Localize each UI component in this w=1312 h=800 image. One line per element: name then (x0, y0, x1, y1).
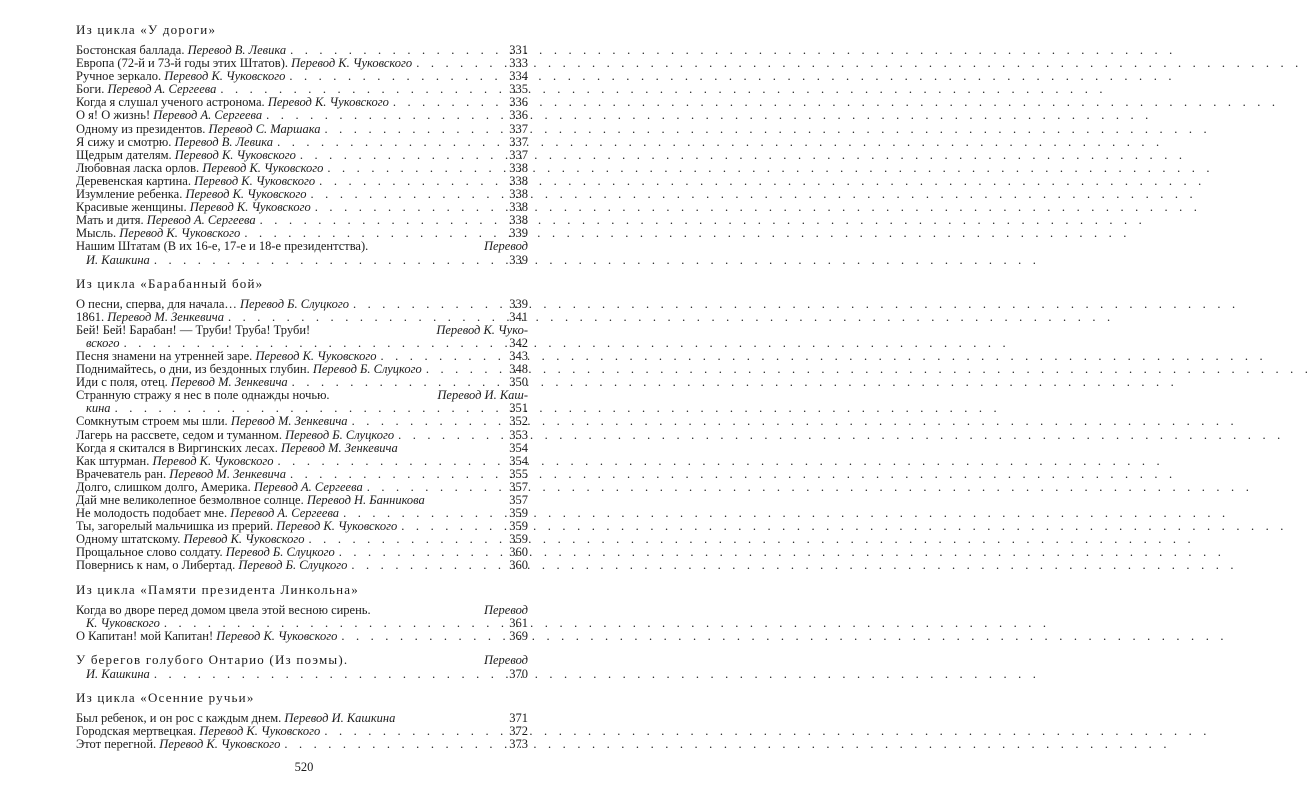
entry-page-number: 338 (509, 200, 528, 215)
entry-lead (76, 738, 494, 751)
entry-translator: Перевод М. Зенкевича (169, 466, 286, 481)
dot-leader (274, 455, 494, 468)
dot-leader (394, 429, 494, 442)
entry-title: О песни, сперва, для начала… (76, 296, 237, 311)
toc-entry (76, 604, 528, 630)
entry-translator: Перевод Б. Слуцкого (312, 362, 422, 377)
entry-translator: Перевод К. Чуковского (255, 348, 377, 363)
entry-translator: Перевод Б. Слуцкого (240, 296, 349, 311)
entry-title: Был ребенок, и он рос с каждым днем. (76, 710, 282, 725)
entry-page-number: 337 (509, 134, 528, 149)
entry-translator: Перевод И. Каш- (437, 388, 528, 403)
entry-line (76, 254, 528, 267)
entry-title: Лагерь на рассвете, седом и туманном. (76, 427, 282, 442)
dot-leader (347, 559, 494, 572)
entry-title: Я сижу и смотрю. (76, 134, 172, 149)
entry-translator: Перевод Б. Слуцкого (225, 545, 335, 560)
toc-entry (76, 311, 528, 324)
dot-leader (337, 630, 494, 643)
entry-translator: Перевод (483, 652, 528, 667)
entry-page-number: 359 (509, 519, 528, 534)
entry-page-number: 336 (509, 108, 528, 123)
entry-translator: Перевод (483, 602, 528, 617)
entry-page-number: 335 (509, 82, 528, 97)
entry-page-number: 350 (509, 375, 528, 390)
entry-translator: Перевод А. Сергеева (153, 108, 263, 123)
entry-translator: Перевод А. Сергеева (230, 506, 340, 521)
entry-translator: Перевод К. Чуко- (436, 322, 528, 337)
entry-title: Не молодость подобает мне. (76, 506, 228, 521)
entry-translator: Перевод К. Чуковского (119, 226, 241, 241)
entry-lead (76, 311, 494, 324)
entry-translator: Перевод М. Зенкевича (280, 440, 398, 455)
entry-page-number: 357 (509, 479, 528, 494)
entry-translator: Перевод К. Чуковского (194, 173, 316, 188)
entry-line (76, 604, 528, 617)
entry-translator: Перевод М. Зенкевича (170, 375, 288, 390)
entry-page-number: 353 (509, 427, 528, 442)
dot-leader (150, 668, 494, 681)
entry-title: Мать и дитя. (76, 213, 144, 228)
entry-page-number: 331 (509, 43, 528, 57)
entry-page-number: 351 (509, 401, 528, 416)
entry-translator: Перевод А. Сергеева (107, 82, 217, 97)
entry-translator: Перевод Б. Слуцкого (238, 558, 348, 573)
toc-section (76, 276, 528, 573)
entry-translator: Перевод Б. Слуцкого (285, 427, 395, 442)
section-heading: Из цикла «Осенние ручьи» (76, 689, 255, 705)
toc-section (76, 652, 528, 681)
entry-title: Странную стражу я нес в поле однажды ночью. (76, 388, 330, 403)
entry-lead (76, 559, 494, 572)
entry-translator: Перевод А. Сергеева (253, 479, 363, 494)
section-heading: Из цикла «У дороги» (76, 22, 217, 37)
entry-title: Когда во дворе перед домом цвела этой весною сирень. (76, 602, 371, 617)
entry-translator: вского (86, 335, 120, 350)
entry-title: Изумление ребенка. (76, 187, 183, 202)
entry-text (76, 559, 347, 572)
entry-title: Врачеватель ран. (76, 466, 167, 481)
entry-title: Сомкнутым строем мы шли. (76, 414, 228, 429)
dot-leader (349, 298, 494, 311)
entry-page-number: 354 (509, 453, 528, 468)
entry-title: Мысль. (76, 226, 117, 241)
toc-section (76, 22, 528, 267)
dot-leader (224, 311, 494, 324)
entry-title: Прощальное слово солдату. (76, 545, 223, 560)
dot-leader (280, 738, 494, 751)
entry-title: О я! О жизнь! (76, 108, 151, 123)
entry-title: Щедрым дателям. (76, 147, 172, 162)
entry-lead (86, 668, 494, 681)
entry-page-number: 360 (509, 558, 528, 573)
entry-title: Повернись к нам, о Либертад. (76, 558, 236, 573)
entry-text (76, 311, 224, 324)
entry-title: Иди с поля, отец. (76, 375, 168, 390)
entry-title: Ручное зеркало. (76, 69, 162, 84)
entry-line (76, 668, 528, 681)
entry-page-number: 337 (509, 147, 528, 162)
entry-page-number: 339 (509, 296, 528, 311)
entry-page-number: 361 (509, 615, 528, 630)
entry-title: Любовная ласка орлов. (76, 160, 200, 175)
entry-page-number: 371 (509, 710, 528, 725)
entry-translator: Перевод К. Чуковского (159, 737, 281, 752)
entry-title: О Капитан! мой Капитан! (76, 628, 214, 643)
entry-translator: Перевод К. Чуковского (164, 69, 286, 84)
page-number: 520 (294, 760, 314, 774)
entry-title: Европа (72-й и 73-й годы этих Штатов). (76, 56, 288, 71)
entry-page-number: 333 (509, 56, 528, 71)
entry-title: Долго, слишком долго, Америка. (76, 479, 251, 494)
toc-entry (76, 652, 528, 681)
entry-page-number: 341 (509, 309, 528, 324)
toc-entry (76, 630, 528, 643)
entry-title: Этот перегной. (76, 737, 157, 752)
entry-page-number: 339 (509, 252, 528, 267)
entry-title: Дай мне великолепное безмолвное солнце. (76, 493, 304, 507)
entry-page-number: 360 (509, 545, 528, 560)
entry-line (76, 630, 528, 643)
toc-section (76, 582, 528, 643)
toc-entry (76, 240, 528, 266)
entry-translator: Перевод М. Зенкевича (107, 309, 224, 324)
entry-text (76, 738, 280, 751)
entry-page-number: 357 (509, 493, 528, 507)
dot-leader (321, 123, 495, 136)
entry-page-number: 338 (509, 187, 528, 202)
entry-translator: И. Кашкина (86, 666, 150, 681)
entry-page-number: 338 (509, 213, 528, 228)
entry-title: Песня знамени на утренней заре. (76, 348, 253, 363)
entry-translator: Перевод К. Чуковского (189, 200, 311, 215)
dot-leader (150, 254, 494, 267)
entry-translator: К. Чуковского (86, 615, 160, 630)
entry-page-number: 339 (509, 226, 528, 241)
toc-entry (76, 389, 528, 415)
entry-lead (76, 630, 494, 643)
entry-line (76, 738, 528, 751)
entry-page-number: 342 (509, 335, 528, 350)
dot-leader (323, 162, 494, 175)
entry-translator: Перевод В. Левика (187, 43, 287, 57)
entry-translator: Перевод И. Кашкина (284, 710, 396, 725)
entry-translator: Перевод (483, 239, 528, 254)
entry-text (76, 630, 337, 643)
entry-page-number: 337 (509, 121, 528, 136)
entry-title: Городская мертвецкая. (76, 724, 197, 739)
entry-translator: Перевод К. Чуковского (267, 95, 389, 110)
entry-line (76, 559, 528, 572)
entry-line (76, 311, 528, 324)
entry-translator: Перевод К. Чуковского (183, 532, 305, 547)
entry-title: Ты, загорелый мальчишка из прерий. (76, 519, 274, 534)
entry-translator: Перевод К. Чуковского (185, 187, 307, 202)
entry-translator: Перевод К. Чуковского (202, 160, 324, 175)
entry-title: 1861. (76, 309, 105, 324)
section-heading: У берегов голубого Онтарио (Из поэмы). (76, 651, 349, 667)
entry-title: Одному из президентов. (76, 121, 206, 136)
entry-translator: Перевод К. Чуковского (199, 724, 321, 739)
table-of-contents (76, 22, 528, 760)
entry-translator: Перевод К. Чуковского (291, 56, 413, 71)
entry-title: Поднимайтесь, о дни, из бездонных глубин. (76, 362, 310, 377)
entry-page-number: 359 (509, 506, 528, 521)
entry-title: Нашим Штатам (В их 16-е, 17-е и 18-е президентства). (76, 239, 369, 254)
entry-lead (86, 254, 494, 267)
entry-title: Красивые женщины. (76, 200, 187, 215)
entry-page-number: 338 (509, 173, 528, 188)
entry-page-number: 338 (509, 160, 528, 175)
entry-title: Когда я слушал ученого астронома. (76, 95, 265, 110)
entry-page-number: 372 (509, 724, 528, 739)
entry-translator: кина (86, 401, 111, 416)
entry-page-number: 369 (509, 628, 528, 643)
entry-translator: И. Кашкина (86, 252, 150, 267)
entry-translator: Перевод К. Чуковского (152, 453, 274, 468)
dot-leader (296, 149, 494, 162)
entry-title: Бей! Бей! Барабан! — Труби! Труба! Труби! (76, 322, 311, 337)
entry-translator: Перевод К. Чуковского (216, 628, 338, 643)
entry-page-number: 336 (509, 95, 528, 110)
entry-page-number: 370 (509, 666, 528, 681)
entry-translator: Перевод В. Левика (174, 134, 274, 149)
entry-title: Одному штатскому. (76, 532, 181, 547)
entry-line (76, 324, 528, 337)
entry-page-number: 348 (509, 362, 528, 377)
entry-translator: Перевод К. Чуковского (174, 147, 296, 162)
entry-list (76, 44, 528, 267)
entry-page-number: 355 (509, 466, 528, 481)
entry-translator: Перевод К. Чуковского (276, 519, 398, 534)
section-heading: Из цикла «Памяти президента Линкольна» (76, 581, 359, 597)
entry-translator: Перевод С. Маршака (208, 121, 321, 136)
entry-title: Деревенская картина. (76, 173, 191, 188)
toc-entry (76, 559, 528, 572)
entry-translator: Перевод А. Сергеева (146, 213, 256, 228)
entry-translator: Перевод Н. Банникова (306, 493, 425, 507)
toc-entry (76, 738, 528, 751)
entry-title: Бостонская баллада. (76, 43, 185, 57)
entry-title: Боги. (76, 82, 105, 97)
dot-leader (273, 136, 494, 149)
entry-title: Когда я скитался в Виргинских лесах. (76, 440, 278, 455)
toc-section (76, 690, 528, 751)
entry-title: Как штурман. (76, 453, 150, 468)
toc-entry (76, 324, 528, 350)
entry-page-number: 359 (509, 532, 528, 547)
entry-translator: Перевод М. Зенкевича (230, 414, 348, 429)
entry-page-number: 373 (509, 737, 528, 752)
section-heading: Из цикла «Барабанный бой» (76, 275, 264, 291)
entry-line (76, 652, 528, 668)
entry-page-number: 354 (509, 440, 528, 455)
entry-line (76, 240, 528, 253)
entry-list (76, 712, 528, 751)
entry-page-number: 352 (509, 414, 528, 429)
entry-page-number: 334 (509, 69, 528, 84)
entry-page-number: 343 (509, 348, 528, 363)
entry-list (76, 298, 528, 573)
entry-list (76, 604, 528, 643)
